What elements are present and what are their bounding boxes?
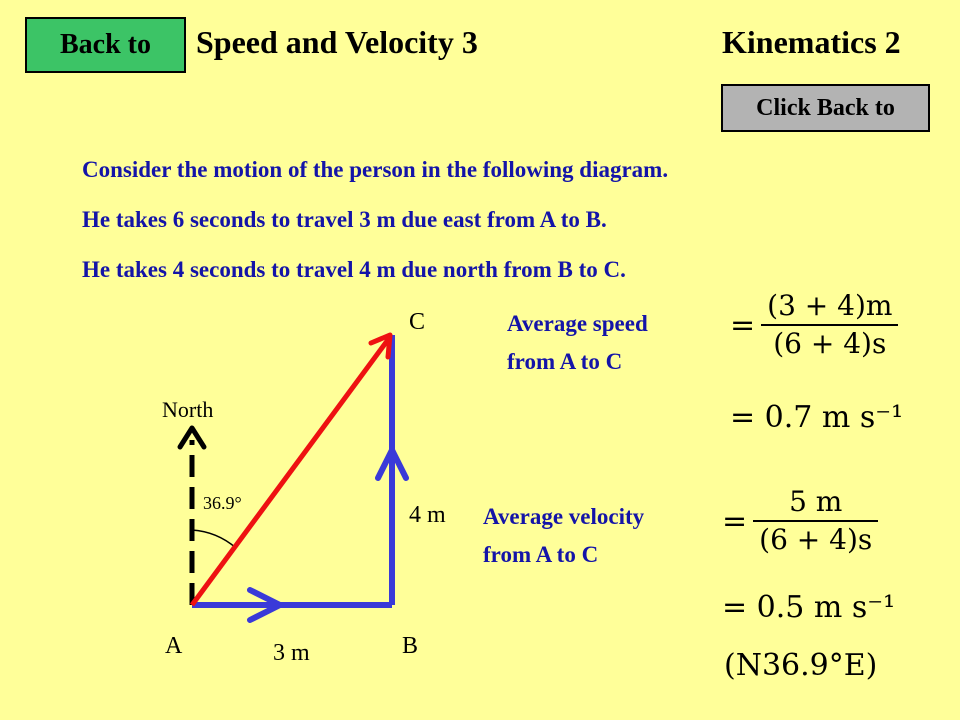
velocity-label-1: Average velocity: [483, 504, 645, 529]
point-a-label: A: [165, 633, 183, 659]
velocity-fraction: [722, 484, 878, 558]
point-b-label: B: [402, 633, 419, 659]
north-label: North: [162, 397, 214, 422]
body-line-2: He takes 6 seconds to travel 3 m due east from A to B.: [82, 207, 607, 232]
velocity-label-2: from A to C: [483, 542, 599, 567]
displacement-a-to-c: [192, 337, 390, 605]
velocity-result: = 0.5 m s⁻¹: [722, 590, 896, 625]
angle-label: 36.9°: [203, 493, 242, 513]
angle-arc: [192, 530, 236, 548]
page-title: Speed and Velocity 3: [196, 24, 478, 60]
speed-equals: =: [730, 307, 756, 343]
velocity-denominator: (6 + 4)s: [759, 523, 873, 556]
velocity-equals: =: [722, 503, 748, 539]
body-line-1: Consider the motion of the person in the following diagram.: [82, 157, 669, 182]
velocity-numerator: 5 m: [789, 485, 843, 518]
speed-label-1: Average speed: [507, 311, 648, 336]
speed-label-2: from A to C: [507, 349, 623, 374]
back-to-button[interactable]: Back to: [25, 17, 186, 73]
body-line-3: He takes 4 seconds to travel 4 m due north from B to C.: [82, 257, 626, 282]
point-c-label: C: [409, 309, 426, 335]
speed-result: = 0.7 m s⁻¹: [730, 400, 904, 435]
section-title: Kinematics 2: [722, 24, 901, 60]
speed-numerator: (3 + 4)m: [767, 289, 893, 322]
click-back-to-button[interactable]: Click Back to: [721, 84, 930, 132]
ab-length-label: 3 m: [273, 640, 310, 666]
speed-fraction: [730, 288, 898, 362]
velocity-direction: (N36.9°E): [724, 648, 878, 683]
bc-length-label: 4 m: [409, 502, 446, 528]
speed-denominator: (6 + 4)s: [773, 327, 887, 360]
